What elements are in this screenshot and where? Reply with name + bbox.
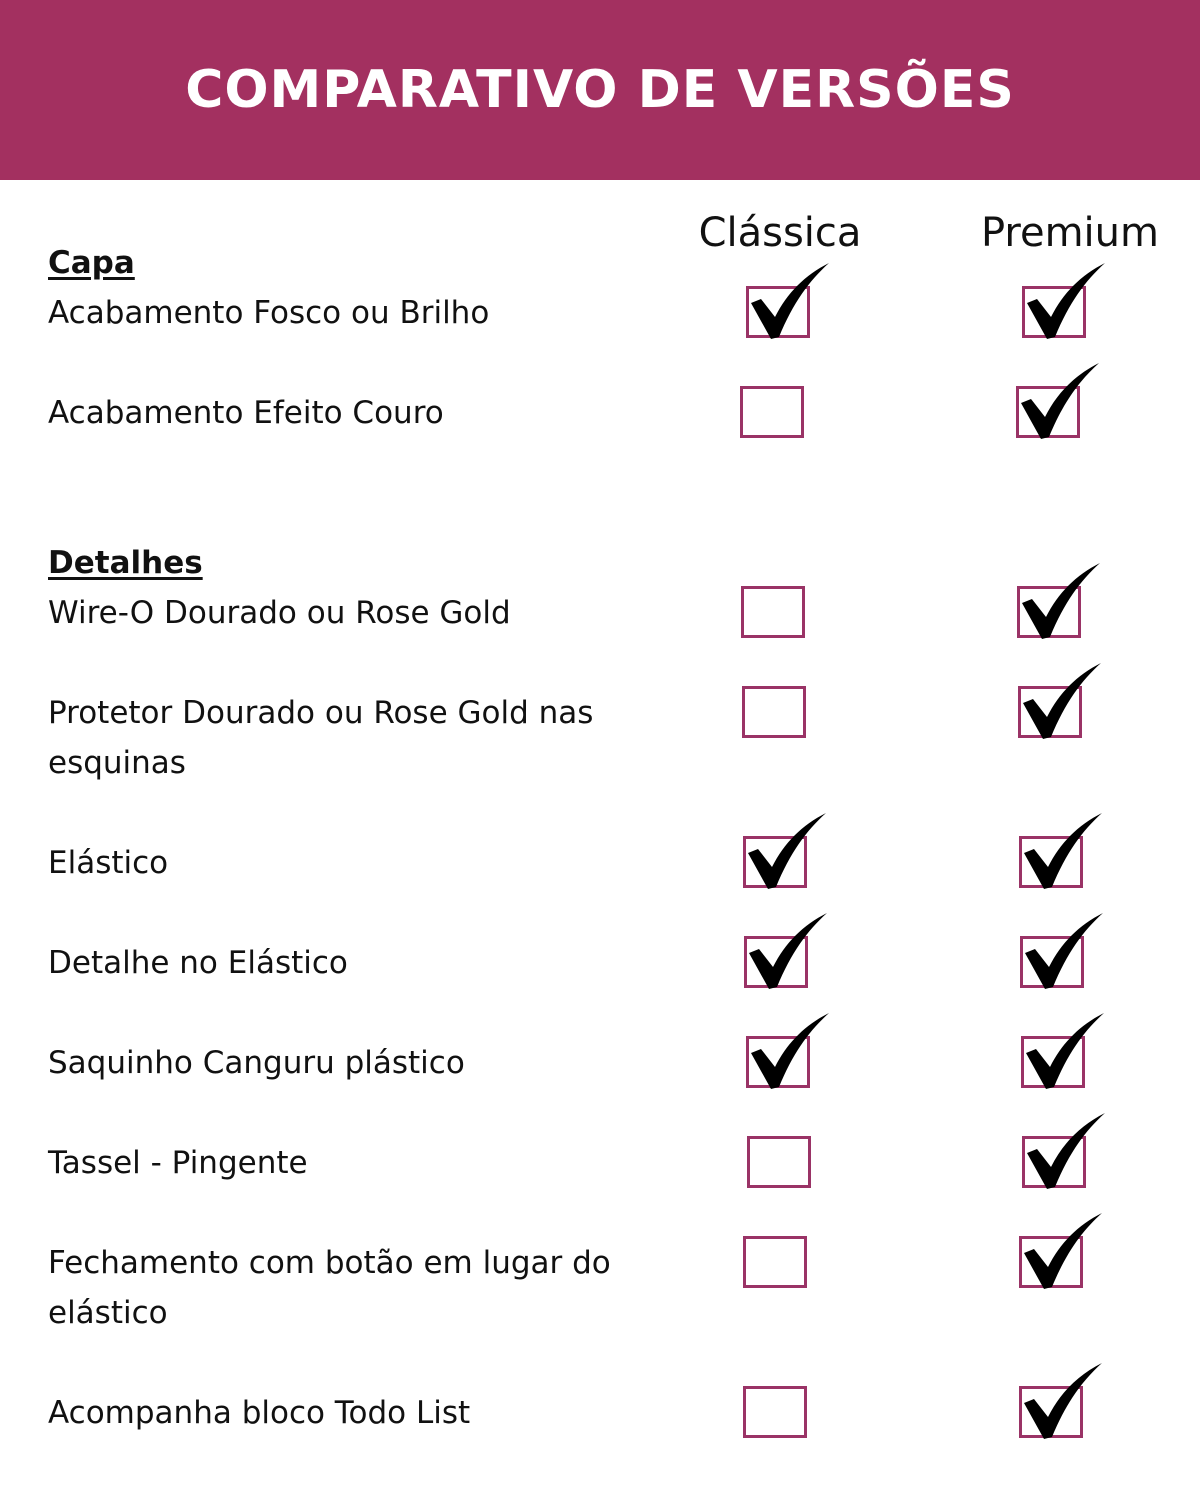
- checkbox-classica[interactable]: [744, 936, 808, 988]
- row-label: Protetor Dourado ou Rose Gold nas esquinas: [48, 695, 594, 781]
- column-header-premium: Premium: [981, 210, 1159, 256]
- check-icon: [1022, 813, 1104, 893]
- checkbox-classica[interactable]: [743, 1386, 807, 1438]
- check-icon: [749, 1013, 831, 1093]
- checkbox-classica[interactable]: [746, 286, 810, 338]
- checkbox-classica[interactable]: [746, 1036, 810, 1088]
- check-icon: [1020, 563, 1102, 643]
- checkbox-classica[interactable]: [741, 586, 805, 638]
- check-icon: [749, 263, 831, 343]
- check-icon: [746, 813, 828, 893]
- checkbox-classica[interactable]: [743, 1236, 807, 1288]
- checkbox-premium[interactable]: [1019, 836, 1083, 888]
- row-label: Saquinho Canguru plástico: [48, 1045, 465, 1081]
- checkbox-premium[interactable]: [1019, 1236, 1083, 1288]
- checkbox-premium[interactable]: [1016, 386, 1080, 438]
- checkbox-premium[interactable]: [1019, 1386, 1083, 1438]
- row-label: Wire-O Dourado ou Rose Gold: [48, 595, 511, 631]
- checkbox-premium[interactable]: [1021, 1036, 1085, 1088]
- check-icon: [1024, 1013, 1106, 1093]
- check-icon: [1023, 913, 1105, 993]
- row-label: Acabamento Fosco ou Brilho: [48, 295, 490, 331]
- checkbox-premium[interactable]: [1018, 686, 1082, 738]
- section-title-capa: Capa: [48, 245, 135, 281]
- row-label: Acabamento Efeito Couro: [48, 395, 444, 431]
- check-icon: [1019, 363, 1101, 443]
- row-label: Elástico: [48, 845, 169, 881]
- row-label: Fechamento com botão em lugar do elástico: [48, 1245, 611, 1331]
- check-icon: [1025, 1113, 1107, 1193]
- checkbox-classica[interactable]: [742, 686, 806, 738]
- check-icon: [1022, 1363, 1104, 1443]
- checkbox-classica[interactable]: [740, 386, 804, 438]
- checkbox-premium[interactable]: [1022, 286, 1086, 338]
- page-title: COMPARATIVO DE VERSÕES: [185, 60, 1015, 120]
- column-header-classica: Clássica: [698, 210, 862, 256]
- check-icon: [1022, 1213, 1104, 1293]
- checkbox-premium[interactable]: [1017, 586, 1081, 638]
- row-label: Acompanha bloco Todo List: [48, 1395, 471, 1431]
- check-icon: [747, 913, 829, 993]
- row-label: Tassel - Pingente: [48, 1145, 308, 1181]
- title-banner: [0, 0, 1200, 180]
- checkbox-classica[interactable]: [747, 1136, 811, 1188]
- checkbox-classica[interactable]: [743, 836, 807, 888]
- check-icon: [1025, 263, 1107, 343]
- checkbox-premium[interactable]: [1020, 936, 1084, 988]
- row-label: Detalhe no Elástico: [48, 945, 348, 981]
- checkbox-premium[interactable]: [1022, 1136, 1086, 1188]
- section-title-detalhes: Detalhes: [48, 545, 203, 581]
- check-icon: [1021, 663, 1103, 743]
